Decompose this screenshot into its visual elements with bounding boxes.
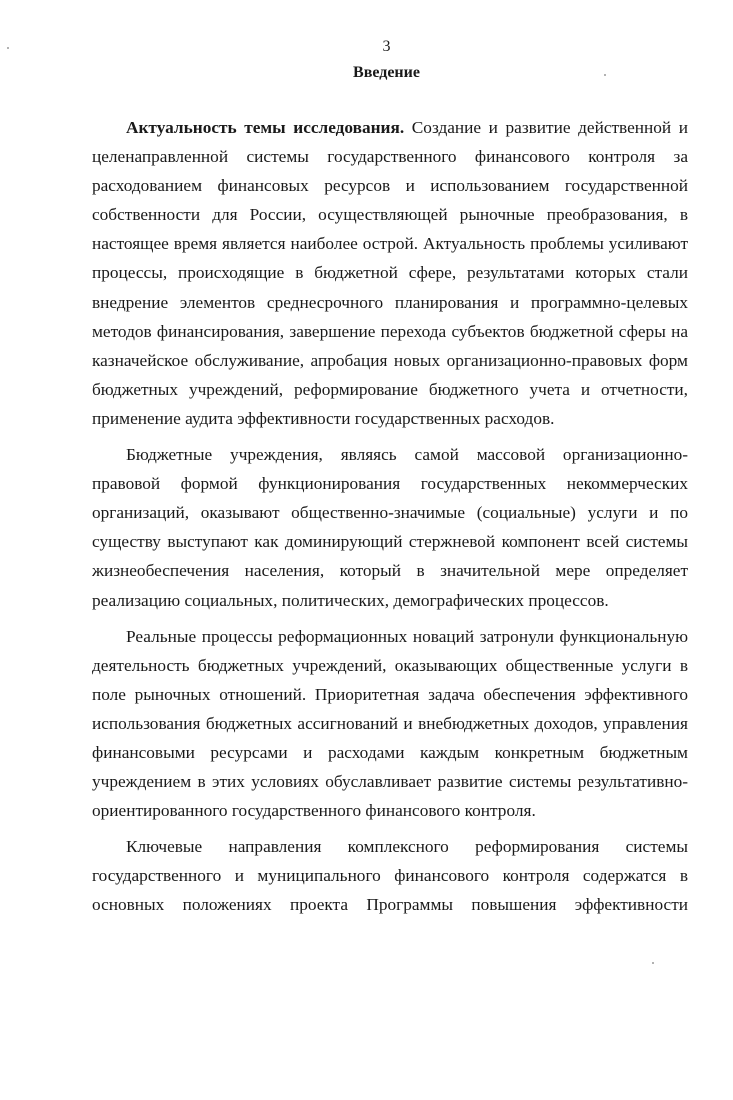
section-title: Введение <box>353 64 420 81</box>
body-text <box>92 113 688 920</box>
paragraph-text: Бюджетные учреждения, являясь самой массовой организационно-правовой формой функционирования государственных некоммерческих организаций, оказывают общественно-значимые (социальные) услуги и по существу выступают как доминирующий стержневой компонент всей системы жизнеобеспечения населения, который в значительной мере определяет реализацию социальных, политических, демографических процессов. <box>92 445 688 610</box>
paragraph-lead: Актуальность темы исследования. <box>126 118 405 137</box>
paragraph-text: Ключевые направления комплексного реформирования системы государственного и муниципального финансового контроля содержатся в основных положениях проекта Программы повышения эффективности <box>92 837 688 915</box>
scan-speck <box>7 47 9 49</box>
paragraph-text: Создание и развитие действенной и целенаправленной системы государственного финансового контроля за расходованием финансовых ресурсов и использованием государственной собственности для России, осуществляющей рыночные преобразования, в настоящее время является наиболее острой. Актуальность проблемы усиливают процессы, происходящие в бюджетной сфере, результатами которых стали внедрение элементов среднесрочного планирования и программно-целевых методов финансирования, завершение перехода субъектов бюджетной сферы на казначейское обслуживание, апробация новых организационно-правовых форм бюджетных учреждений, реформирование бюджетного учета и отчетности, применение аудита эффективности государственных расходов. <box>92 118 688 428</box>
paragraph-reform-processes <box>92 622 688 826</box>
paragraph-text: Реальные процессы реформационных новаций затронули функциональную деятельность бюджетных учреждений, оказывающих общественные услуги в поле рыночных отношений. Приоритетная задача обеспечения эффективного использования бюджетных ассигнований и внебюджетных доходов, управления финансовыми ресурсами и расходами каждым конкретным бюджетным учреждением в этих условиях обуславливает развитие системы результативно-ориентированного государственного финансового контроля. <box>92 626 688 821</box>
paragraph-budget-institutions <box>92 440 688 615</box>
paragraph-relevance <box>92 113 688 433</box>
scan-speck <box>652 962 654 964</box>
paragraph-key-directions <box>92 832 688 919</box>
page-number: 3 <box>382 38 391 55</box>
scan-speck <box>604 74 606 76</box>
